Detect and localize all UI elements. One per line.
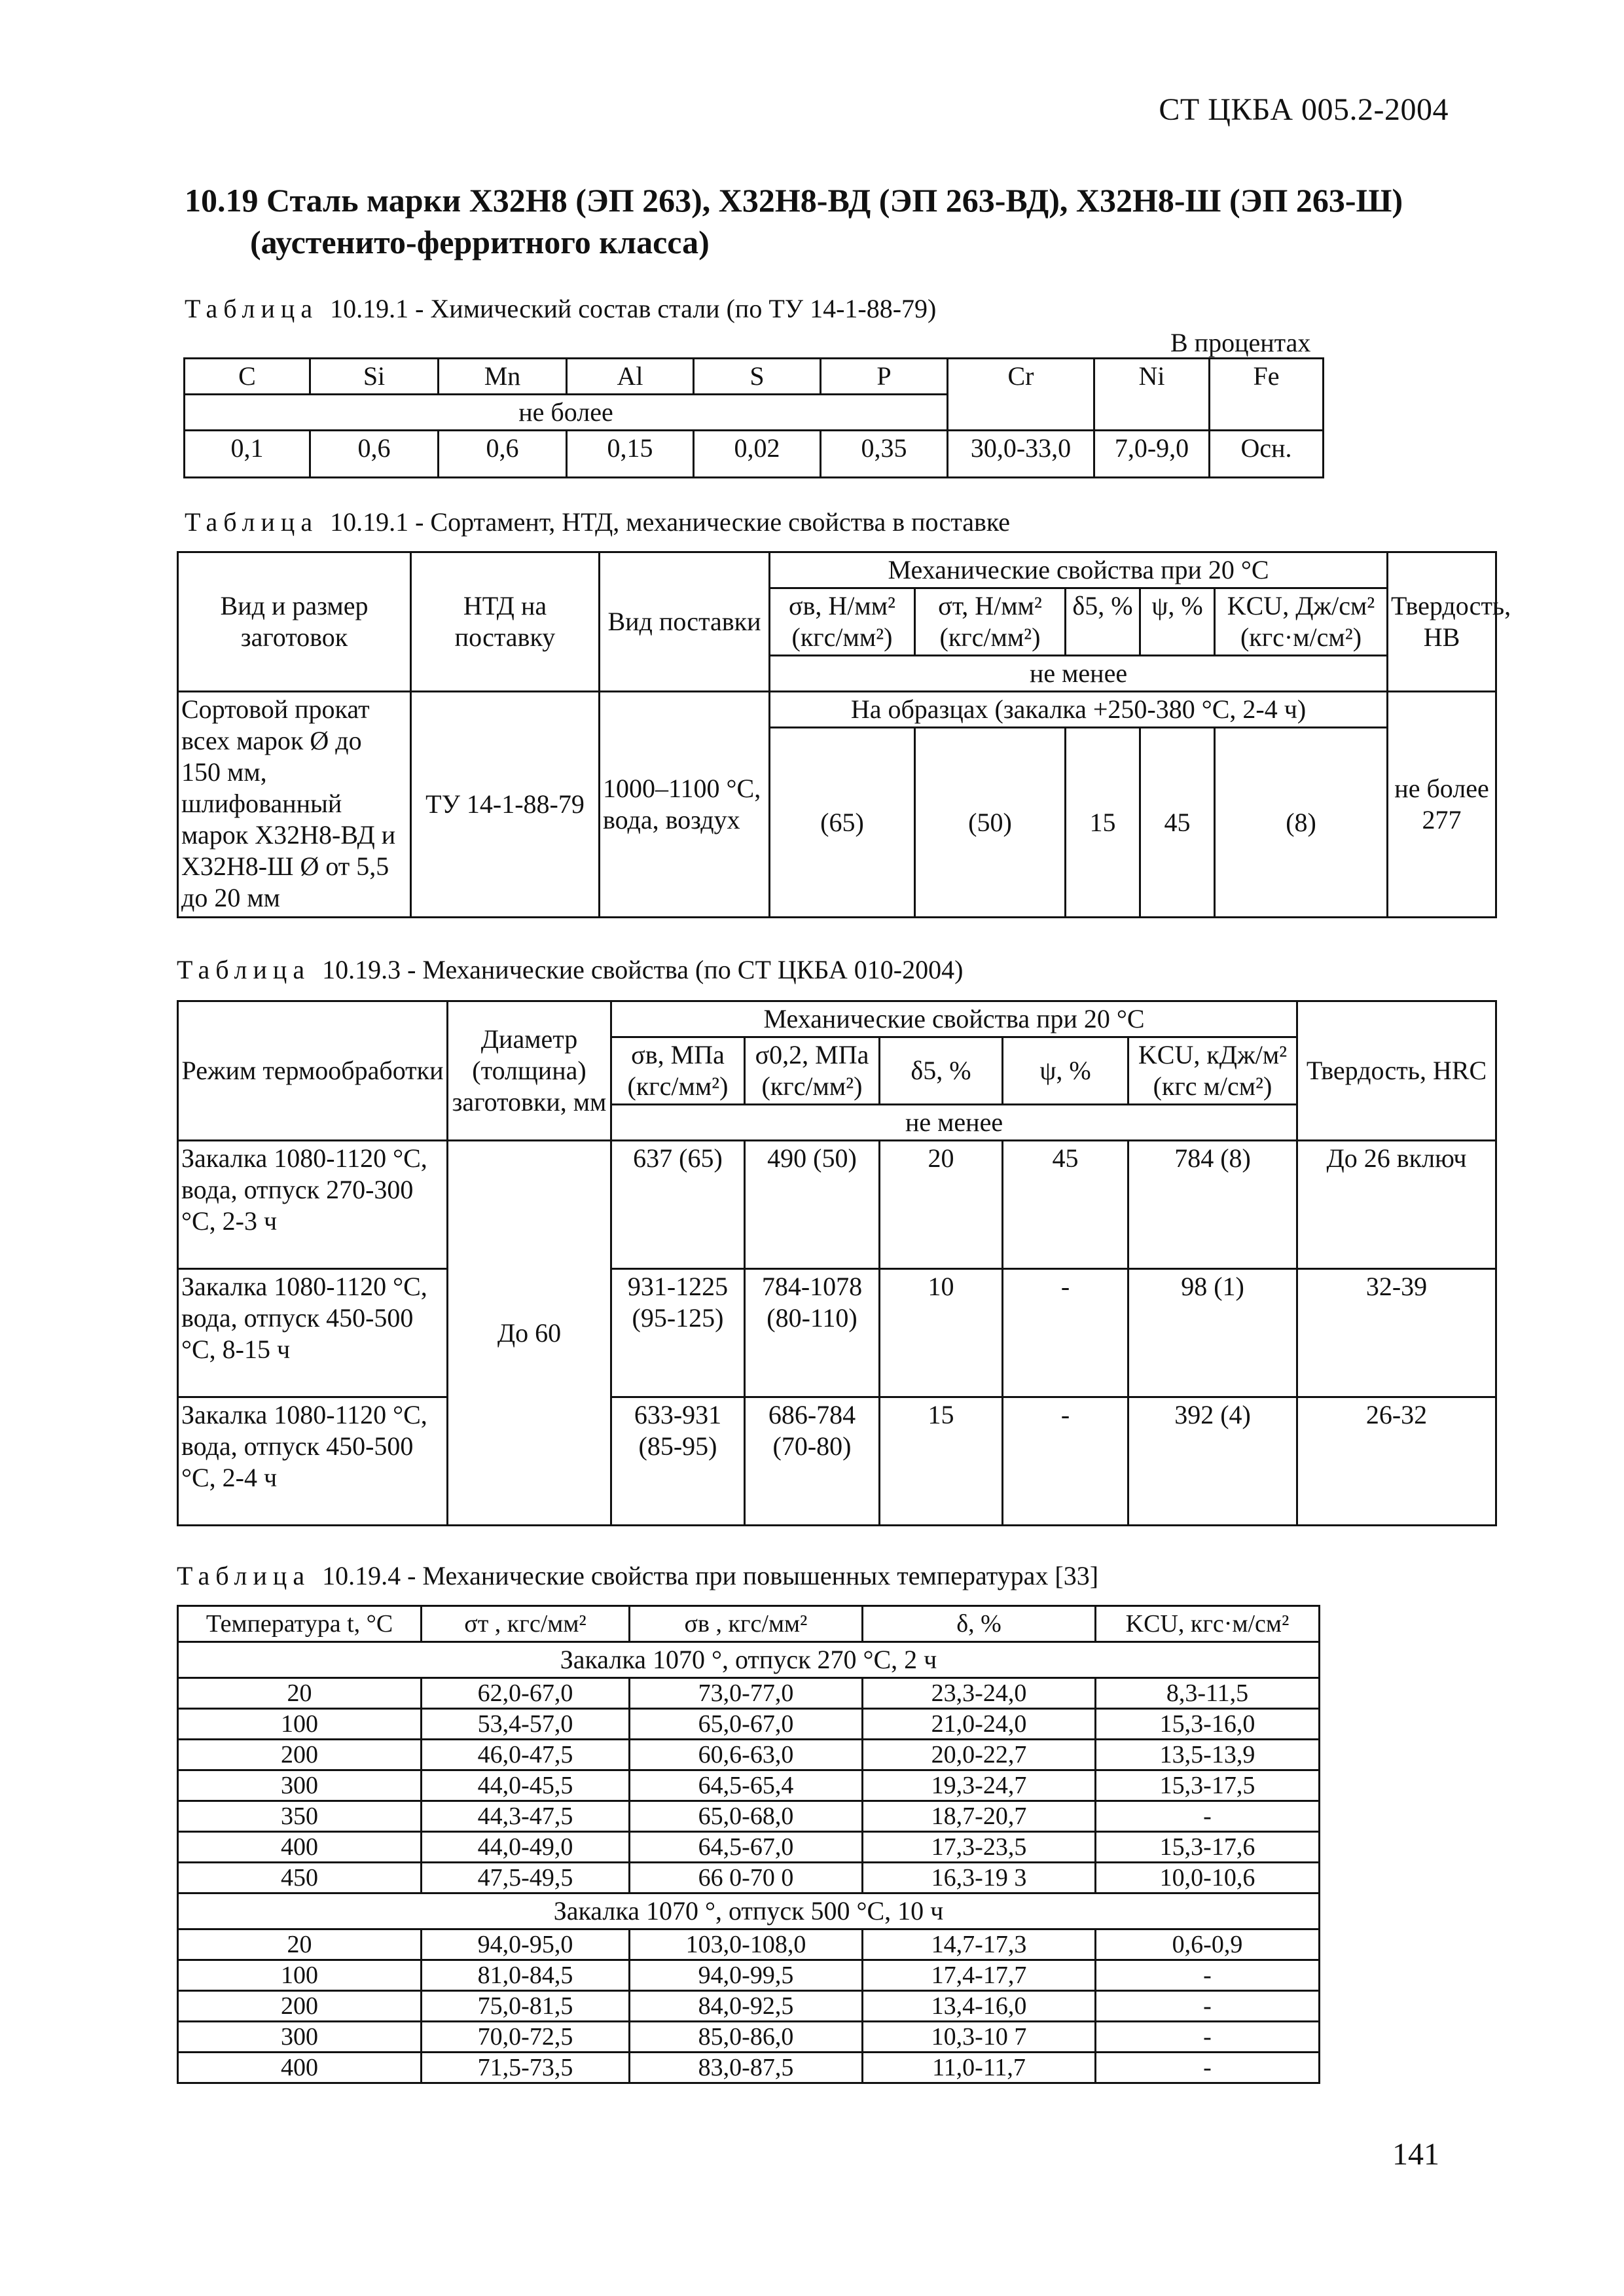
table-cell: 350 [178,1801,422,1832]
header-cell: Fe [1210,359,1324,431]
table-row [178,2053,1320,2083]
high-temperature-properties-table [177,1605,1320,2084]
table-cell: 686-784 (70-80) [745,1397,880,1526]
table-cell: - [1003,1269,1128,1397]
table-cell: 44,0-49,0 [422,1832,630,1863]
header-cell: Режим термообработки [178,1001,448,1141]
table-cell: 392 (4) [1128,1397,1297,1526]
table-row [178,1863,1320,1893]
table-cell: 300 [178,2022,422,2053]
header-cell: σт , кгс/мм² [422,1606,630,1642]
table-4-title: 10.19.4 - Механические свойства при повышенных температурах [33] [322,1561,1099,1590]
table-cell: 70,0-72,5 [422,2022,630,2053]
header-cell: σт, Н/мм² (кгс/мм²) [915,588,1066,656]
table-cell: 784-1078 (80-110) [745,1269,880,1397]
table-4-label: Таблица [177,1561,311,1590]
header-cell: Температура t, °С [178,1606,422,1642]
table-cell: (8) [1215,728,1388,918]
table-cell: 100 [178,1960,422,1991]
table-cell: 18,7-20,7 [863,1801,1096,1832]
table-cell: 400 [178,2053,422,2083]
header-cell: KCU, Дж/см² (кгс·м/см²) [1215,588,1388,656]
table-cell: 60,6-63,0 [630,1740,863,1770]
table-row [178,1606,1320,1642]
table-cell: 66 0-70 0 [630,1863,863,1893]
table-3-caption [177,954,963,985]
table-row [185,431,1324,478]
document-code: СТ ЦКБА 005.2-2004 [1159,92,1449,127]
table-cell: 19,3-24,7 [863,1770,1096,1801]
table-cell: 10 [880,1269,1003,1397]
table-cell: 20,0-22,7 [863,1740,1096,1770]
header-cell: KCU, кДж/м² (кгс м/см²) [1128,1037,1297,1105]
page-number: 141 [1392,2137,1439,2172]
table-row [178,1740,1320,1770]
header-cell: δ5, % [880,1037,1003,1105]
table-cell: - [1003,1397,1128,1526]
table-cell: 44,0-45,5 [422,1770,630,1801]
table-1-title: 10.19.1 - Химический состав стали (по ТУ 14-1-88-79) [330,294,937,323]
header-cell: Механические свойства при 20 °С [611,1001,1297,1037]
table-cell: 53,4-57,0 [422,1709,630,1740]
table-cell: 20 [178,1678,422,1709]
chemical-composition-table [183,357,1324,478]
table-cell: - [1096,2022,1320,2053]
table-cell: 83,0-87,5 [630,2053,863,2083]
table-cell: 13,5-13,9 [1096,1740,1320,1770]
table-cell: не более 277 [1388,692,1496,918]
header-cell: KCU, кгс·м/см² [1096,1606,1320,1642]
table-cell: 0,02 [694,431,821,478]
group-row [178,1642,1320,1678]
table-cell: 20 [880,1141,1003,1269]
table-cell: 75,0-81,5 [422,1991,630,2022]
table-cell: 26-32 [1297,1397,1496,1526]
header-cell: Si [310,359,439,395]
table-cell: 103,0-108,0 [630,1929,863,1960]
table-row [178,1269,1496,1397]
table-cell: 32-39 [1297,1269,1496,1397]
table-cell: 0,35 [821,431,948,478]
header-cell: Al [567,359,694,395]
subheader-cell: не менее [611,1105,1297,1141]
table-1-unit: В процентах [1170,328,1311,357]
table-cell: Закалка 1080-1120 °С, вода, отпуск 450-500 °С, 8-15 ч [178,1269,448,1397]
subheader-cell: не менее [770,656,1388,692]
table-2-label: Таблица [185,507,319,537]
table-cell: 94,0-99,5 [630,1960,863,1991]
table-cell: 17,4-17,7 [863,1960,1096,1991]
table-cell: 45 [1140,728,1215,918]
table-cell: 633-931 (85-95) [611,1397,745,1526]
header-cell: δ5, % [1066,588,1140,656]
table-cell: 62,0-67,0 [422,1678,630,1709]
table-cell: 73,0-77,0 [630,1678,863,1709]
table-cell: 0,6 [310,431,439,478]
table-row [178,1678,1320,1709]
header-cell: σ0,2, МПа (кгс/мм²) [745,1037,880,1105]
table-cell: 64,5-67,0 [630,1832,863,1863]
table-cell: 81,0-84,5 [422,1960,630,1991]
table-cell: 21,0-24,0 [863,1709,1096,1740]
table-row [178,1801,1320,1832]
table-1-label: Таблица [185,294,319,323]
header-cell: Mn [439,359,567,395]
table-cell: 15,3-17,6 [1096,1832,1320,1863]
table-cell: - [1096,1960,1320,1991]
table-cell: 784 (8) [1128,1141,1297,1269]
header-cell: Вид поставки [600,552,770,692]
table-cell: 490 (50) [745,1141,880,1269]
table-cell: 20 [178,1929,422,1960]
table-4-caption [177,1560,1098,1591]
section-title [185,179,1461,263]
table-cell: 200 [178,1991,422,2022]
table-cell: Сортовой прокат всех марок Ø до 150 мм, шлифованный марок Х32Н8-ВД и Х32Н8-Ш Ø от 5,5 до 20 мм [178,692,411,918]
table-cell: 200 [178,1740,422,1770]
mechanical-properties-table [177,1000,1497,1526]
table-row [178,1001,1496,1037]
table-cell: 71,5-73,5 [422,2053,630,2083]
table-cell: 10,3-10 7 [863,2022,1096,2053]
table-cell: 15,3-16,0 [1096,1709,1320,1740]
group-title-cell: Закалка 1070 °, отпуск 270 °С, 2 ч [178,1642,1320,1678]
table-cell: 7,0-9,0 [1094,431,1210,478]
header-cell: σв, Н/мм² (кгс/мм²) [770,588,915,656]
table-cell: Закалка 1080-1120 °С, вода, отпуск 450-500 °С, 2-4 ч [178,1397,448,1526]
table-cell: 300 [178,1770,422,1801]
table-cell: 400 [178,1832,422,1863]
header-cell: Твердость, НВ [1388,552,1496,692]
table-cell: Закалка 1080-1120 °С, вода, отпуск 270-300 °С, 2-3 ч [178,1141,448,1269]
table-cell: 0,15 [567,431,694,478]
table-cell: 65,0-67,0 [630,1709,863,1740]
table-cell: 46,0-47,5 [422,1740,630,1770]
table-cell: 0,6 [439,431,567,478]
table-cell: ТУ 14-1-88-79 [411,692,600,918]
header-cell: Твердость, HRC [1297,1001,1496,1141]
table-row [178,1832,1320,1863]
table-cell: Осн. [1210,431,1324,478]
table-2-caption [185,507,1010,537]
header-cell: S [694,359,821,395]
table-cell: - [1096,1801,1320,1832]
table-cell: 10,0-10,6 [1096,1863,1320,1893]
header-cell: σв, МПа (кгс/мм²) [611,1037,745,1105]
table-cell: 637 (65) [611,1141,745,1269]
table-cell: 11,0-11,7 [863,2053,1096,2083]
table-cell: 14,7-17,3 [863,1929,1096,1960]
table-1-caption [185,293,936,324]
table-cell: 94,0-95,0 [422,1929,630,1960]
table-cell: 13,4-16,0 [863,1991,1096,2022]
header-cell: P [821,359,948,395]
table-cell: До 60 [448,1141,611,1526]
table-row [178,692,1496,728]
section-title-line1: 10.19 Сталь марки Х32Н8 (ЭП 263), Х32Н8-ВД (ЭП 263-ВД), Х32Н8-Ш (ЭП 263-Ш) [185,182,1403,219]
table-cell: 15,3-17,5 [1096,1770,1320,1801]
table-row [178,1141,1496,1269]
header-cell: Диаметр (толщина) заготовки, мм [448,1001,611,1141]
section-title-line2: (аустенито-ферритного класса) [250,224,710,260]
table-cell: 1000–1100 °С, вода, воздух [600,692,770,918]
table-3-label: Таблица [177,955,311,984]
high-temperature-table-body [178,1642,1320,2083]
table-cell: До 26 включ [1297,1141,1496,1269]
subheader-cell: не более [185,395,948,431]
table-cell: 84,0-92,5 [630,1991,863,2022]
group-title-cell: Закалка 1070 °, отпуск 500 °С, 10 ч [178,1893,1320,1929]
table-3-title: 10.19.3 - Механические свойства (по СТ ЦКБА 010-2004) [322,955,964,984]
table-cell: 0,6-0,9 [1096,1929,1320,1960]
table-row [178,1397,1496,1526]
header-cell: НТД на поставку [411,552,600,692]
table-cell: 23,3-24,0 [863,1678,1096,1709]
table-row [178,1770,1320,1801]
header-cell: Механические свойства при 20 °С [770,552,1388,588]
table-cell: 450 [178,1863,422,1893]
table-cell: 100 [178,1709,422,1740]
assortment-table [177,551,1511,918]
header-cell: σв , кгс/мм² [630,1606,863,1642]
table-cell: 65,0-68,0 [630,1801,863,1832]
table-row [178,1709,1320,1740]
sample-note-cell: На образцах (закалка +250-380 °С, 2-4 ч) [770,692,1388,728]
table-cell: 8,3-11,5 [1096,1678,1320,1709]
table-cell: 30,0-33,0 [948,431,1094,478]
table-cell: 15 [1066,728,1140,918]
table-cell: (50) [915,728,1066,918]
table-cell: 17,3-23,5 [863,1832,1096,1863]
table-cell: - [1096,2053,1320,2083]
table-cell: 44,3-47,5 [422,1801,630,1832]
table-row [178,1960,1320,1991]
table-cell: 931-1225 (95-125) [611,1269,745,1397]
header-cell: ψ, % [1003,1037,1128,1105]
table-row [178,1929,1320,1960]
header-cell: Вид и размер заготовок [178,552,411,692]
table-cell: 64,5-65,4 [630,1770,863,1801]
table-cell: 45 [1003,1141,1128,1269]
table-2-title: 10.19.1 - Сортамент, НТД, механические свойства в поставке [330,507,1011,537]
table-cell: - [1096,1991,1320,2022]
table-row [178,2022,1320,2053]
header-cell: Cr [948,359,1094,431]
header-cell: Ni [1094,359,1210,431]
table-cell: 15 [880,1397,1003,1526]
table-cell: 16,3-19 3 [863,1863,1096,1893]
header-cell: ψ, % [1140,588,1215,656]
group-row [178,1893,1320,1929]
header-cell: C [185,359,310,395]
header-cell: δ, % [863,1606,1096,1642]
table-cell: 47,5-49,5 [422,1863,630,1893]
table-row [178,1991,1320,2022]
table-row [178,552,1496,588]
table-cell: 98 (1) [1128,1269,1297,1397]
table-cell: (65) [770,728,915,918]
table-cell: 0,1 [185,431,310,478]
table-cell: 85,0-86,0 [630,2022,863,2053]
table-row [185,359,1324,395]
